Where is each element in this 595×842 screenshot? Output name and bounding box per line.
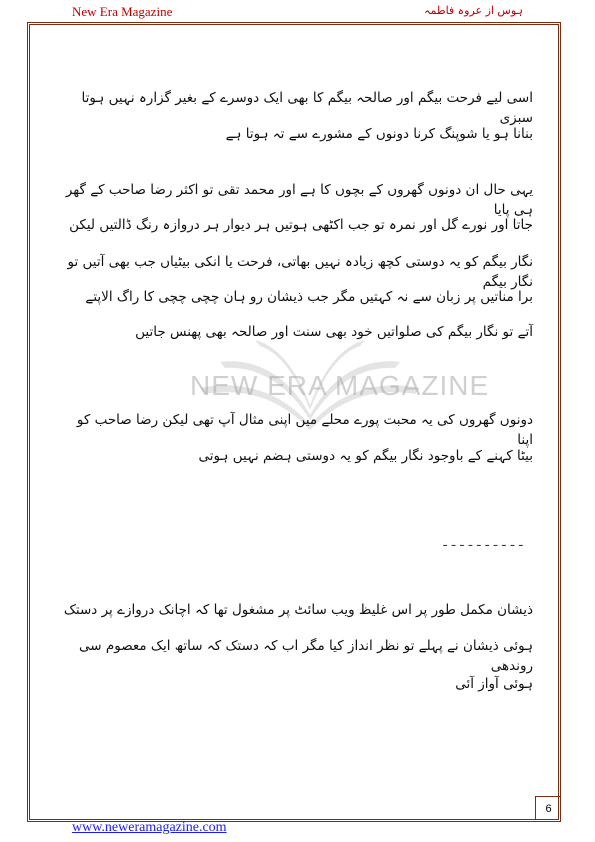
body-line: ہوئی ذیشان نے پہلے تو نظر انداز کیا مگر اب کہ دستک کہ ساتھ ایک معصوم سی روندھی [79,638,533,674]
body-line: ہوئی آواز آئی [455,676,533,692]
body-line: نگار بیگم کو یہ دوستی کچھ زیادہ نہیں بھاتی، فرحت یا انکی بیٹیاں جب بھی آتیں تو نگار بیگم [67,254,533,290]
body-line: بنانا ہو یا شوپنگ کرنا دونوں کے مشورے سے تہ ہوتا ہے [225,126,533,142]
body-line: یہی حال ان دونوں گھروں کے بچوں کا ہے اور محمد تقی تو اکثر رضا صاحب کے گھر ہی پایا [65,182,533,218]
watermark-text: NEW ERA MAGAZINE [190,370,490,401]
body-line: دونوں گھروں کی یہ محبت پورے محلے میں اپنی مثال آپ تھی لیکن رضا صاحب کو اپنا [76,412,533,448]
body-line: آتے تو نگار بیگم کی صلواتیں خود بھی سنت اور صالحہ بھی پھنس جاتیں [135,324,533,340]
body-line: بیٹا کہنے کے باوجود نگار بیگم کو یہ دوستی ہضم نہیں ہوتی [198,448,533,464]
section-separator: ---------- [440,538,525,554]
magazine-name: New Era Magazine [72,4,173,19]
story-title: ہوس از عروہ فاطمہ [424,4,523,17]
body-line: برا مناتیں پر زبان سے نہ کہتیں مگر جب ذیشان رو ہان چچی چچی کا راگ الاپتے [85,289,533,305]
body-line: اسی لیے فرحت بیگم اور صالحہ بیگم کا بھی ایک دوسرے کے بغیر گزارہ نہیں ہوتا سبزی [81,90,533,126]
body-line: ذیشان مکمل طور پر اس غلیظ ویب سائٹ پر مشغول تھا کہ اچانک دروازے پر دستک [63,602,533,618]
footer-link[interactable]: www.neweramagazine.com [72,820,227,835]
page-number: 6 [535,796,561,820]
body-line: جاتا اور نورے گل اور نمرہ تو جب اکٹھی ہوتیں ہر دیوار ہر دروازہ رنگ ڈالتیں لیکن [69,217,533,233]
